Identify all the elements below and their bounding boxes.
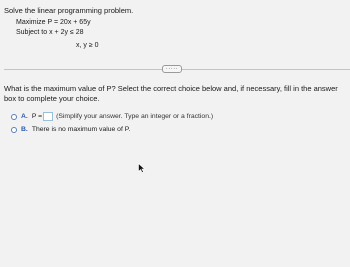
constraint-row xyxy=(16,28,91,38)
option-b[interactable] xyxy=(11,126,130,133)
mouse-pointer-icon xyxy=(138,163,146,173)
lp-formulation xyxy=(16,18,91,38)
constraint-expression: x + 2y ≤ 28 xyxy=(49,29,84,36)
option-b-text: There is no maximum value of P. xyxy=(31,126,131,133)
answer-input-box[interactable] xyxy=(43,112,53,121)
radio-option-b[interactable] xyxy=(11,127,17,133)
objective-label: Maximize xyxy=(16,19,46,26)
objective-row xyxy=(16,18,91,28)
option-a-letter: A. xyxy=(21,113,28,120)
option-b-letter: B. xyxy=(21,126,28,133)
option-a-hint: (Simplify your answer. Type an integer or a fraction.) xyxy=(56,113,214,120)
objective-function: P = 20x + 65y xyxy=(47,19,91,26)
option-a-prefix: P = xyxy=(31,113,43,120)
question-text: What is the maximum value of P? Select the correct choice below and, if necessary, fill in the answer box to complete your choice. xyxy=(4,84,338,103)
radio-option-a[interactable] xyxy=(11,114,17,120)
nonnegativity-constraint: x, y ≥ 0 xyxy=(76,42,99,49)
problem-title: Solve the linear programming problem. xyxy=(4,6,134,15)
constraint-label: Subject to xyxy=(16,29,48,36)
option-a[interactable] xyxy=(11,112,213,121)
expand-more-button[interactable]: ····· xyxy=(162,65,182,73)
